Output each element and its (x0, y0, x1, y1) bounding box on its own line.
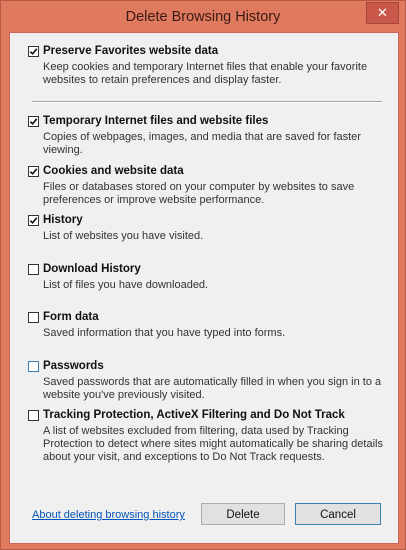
option-label: History (43, 214, 83, 226)
title-bar[interactable] (1, 1, 405, 33)
option-tracking-protection (28, 407, 388, 464)
option-description: A list of websites excluded from filtering, data used by Tracking Protection to detect where sites might automatically be sharing details about your visit, and exceptions to Do Not Track requests. (43, 425, 383, 463)
history-checkbox[interactable] (28, 215, 39, 226)
option-form-data (28, 309, 388, 340)
option-label: Download History (43, 263, 141, 275)
option-description: List of files you have downloaded. (43, 279, 209, 291)
delete-button[interactable]: Delete (201, 503, 285, 525)
option-cookies (28, 163, 388, 207)
option-preserve-favorites (28, 43, 388, 87)
checkmark-icon (29, 167, 38, 176)
option-description: Files or databases stored on your computer by websites to save preferences or improve website performance. (43, 181, 355, 206)
option-label: Cookies and website data (43, 165, 184, 177)
option-description: Saved information that you have typed into forms. (43, 327, 286, 339)
option-download-history (28, 261, 388, 292)
option-description: Copies of webpages, images, and media that are saved for faster viewing. (43, 131, 361, 156)
dialog-title: Delete Browsing History (125, 9, 281, 25)
cancel-button[interactable]: Cancel (295, 503, 381, 525)
tracking-protection-checkbox[interactable] (28, 410, 39, 421)
divider (32, 101, 382, 102)
form-data-checkbox[interactable] (28, 312, 39, 323)
option-label: Tracking Protection, ActiveX Filtering and Do Not Track (43, 409, 345, 421)
option-history (28, 212, 388, 243)
download-history-checkbox[interactable] (28, 264, 39, 275)
checkmark-icon (29, 117, 38, 126)
checkmark-icon (29, 47, 38, 56)
close-button[interactable] (366, 2, 399, 24)
option-passwords (28, 358, 388, 402)
option-label: Passwords (43, 360, 104, 372)
checkmark-icon (29, 216, 38, 225)
passwords-checkbox[interactable] (28, 361, 39, 372)
option-label: Form data (43, 311, 99, 323)
close-icon: ✕ (377, 5, 388, 20)
option-description: List of websites you have visited. (43, 230, 204, 242)
about-deleting-history-link[interactable]: About deleting browsing history (32, 509, 185, 521)
option-label: Temporary Internet files and website files (43, 115, 269, 127)
option-temporary-files (28, 113, 388, 157)
preserve-favorites-checkbox[interactable] (28, 46, 39, 57)
dialog-content (9, 32, 399, 544)
option-description: Keep cookies and temporary Internet files that enable your favorite websites to retain preferences and display faster. (43, 61, 368, 86)
cookies-checkbox[interactable] (28, 166, 39, 177)
temporary-files-checkbox[interactable] (28, 116, 39, 127)
option-label: Preserve Favorites website data (43, 45, 219, 57)
option-description: Saved passwords that are automatically filled in when you sign in to a website you've previously visited. (43, 376, 382, 401)
